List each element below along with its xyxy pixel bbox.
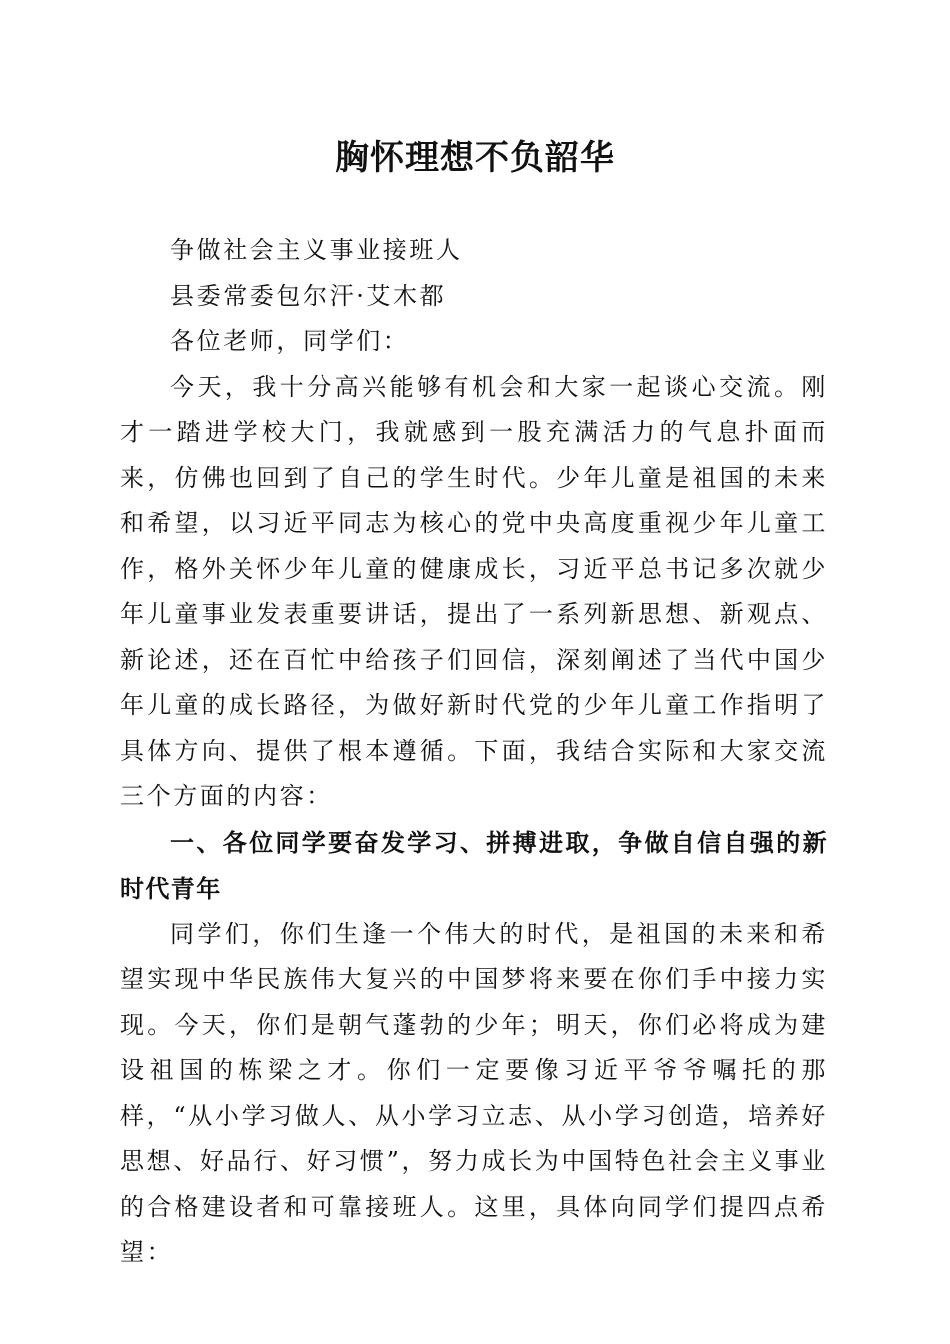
document-subtitle: 争做社会主义事业接班人	[170, 236, 463, 264]
paragraph-section-1: 同学们，你们生逢一个伟大的时代，是祖国的未来和希望实现中华民族伟大复兴的中国梦将来要在你们手中接力实现。今天，你们是朝气蓬勃的少年；明天，你们必将成为建设祖国的栋梁之才。你们一定要像习近平爷爷嘱托的那样，“从小学习做人、从小学习立志、从小学习创造，培养好思想、好品行、好习惯”，努力成长为中国特色社会主义事业的合格建设者和可靠接班人。这里，具体向同学们提四点希望：	[120, 919, 828, 1266]
paragraph-intro: 今天，我十分高兴能够有机会和大家一起谈心交流。刚才一踏进学校大门，我就感到一股充满活力的气息扑面而来，仿佛也回到了自己的学生时代。少年儿童是祖国的未来和希望，以习近平同志为核心的党中央高度重视少年儿童工作，格外关怀少年儿童的健康成长，习近平总书记多次就少年儿童事业发表重要讲话，提出了一系列新思想、新观点、新论述，还在百忙中给孩子们回信，深刻阐述了当代中国少年儿童的成长路径，为做好新时代党的少年儿童工作指明了具体方向、提供了根本遵循。下面，我结合实际和大家交流三个方面的内容：	[120, 372, 828, 810]
document-title: 胸怀理想不负韶华	[335, 138, 615, 178]
document-author: 县委常委包尔汗·艾木都	[170, 281, 447, 310]
salutation: 各位老师，同学们：	[170, 327, 410, 355]
document-body	[120, 228, 828, 1276]
section-heading-1: 一、各位同学要奋发学习、拼搏进取，争做自信自强的新时代青年	[120, 828, 828, 903]
